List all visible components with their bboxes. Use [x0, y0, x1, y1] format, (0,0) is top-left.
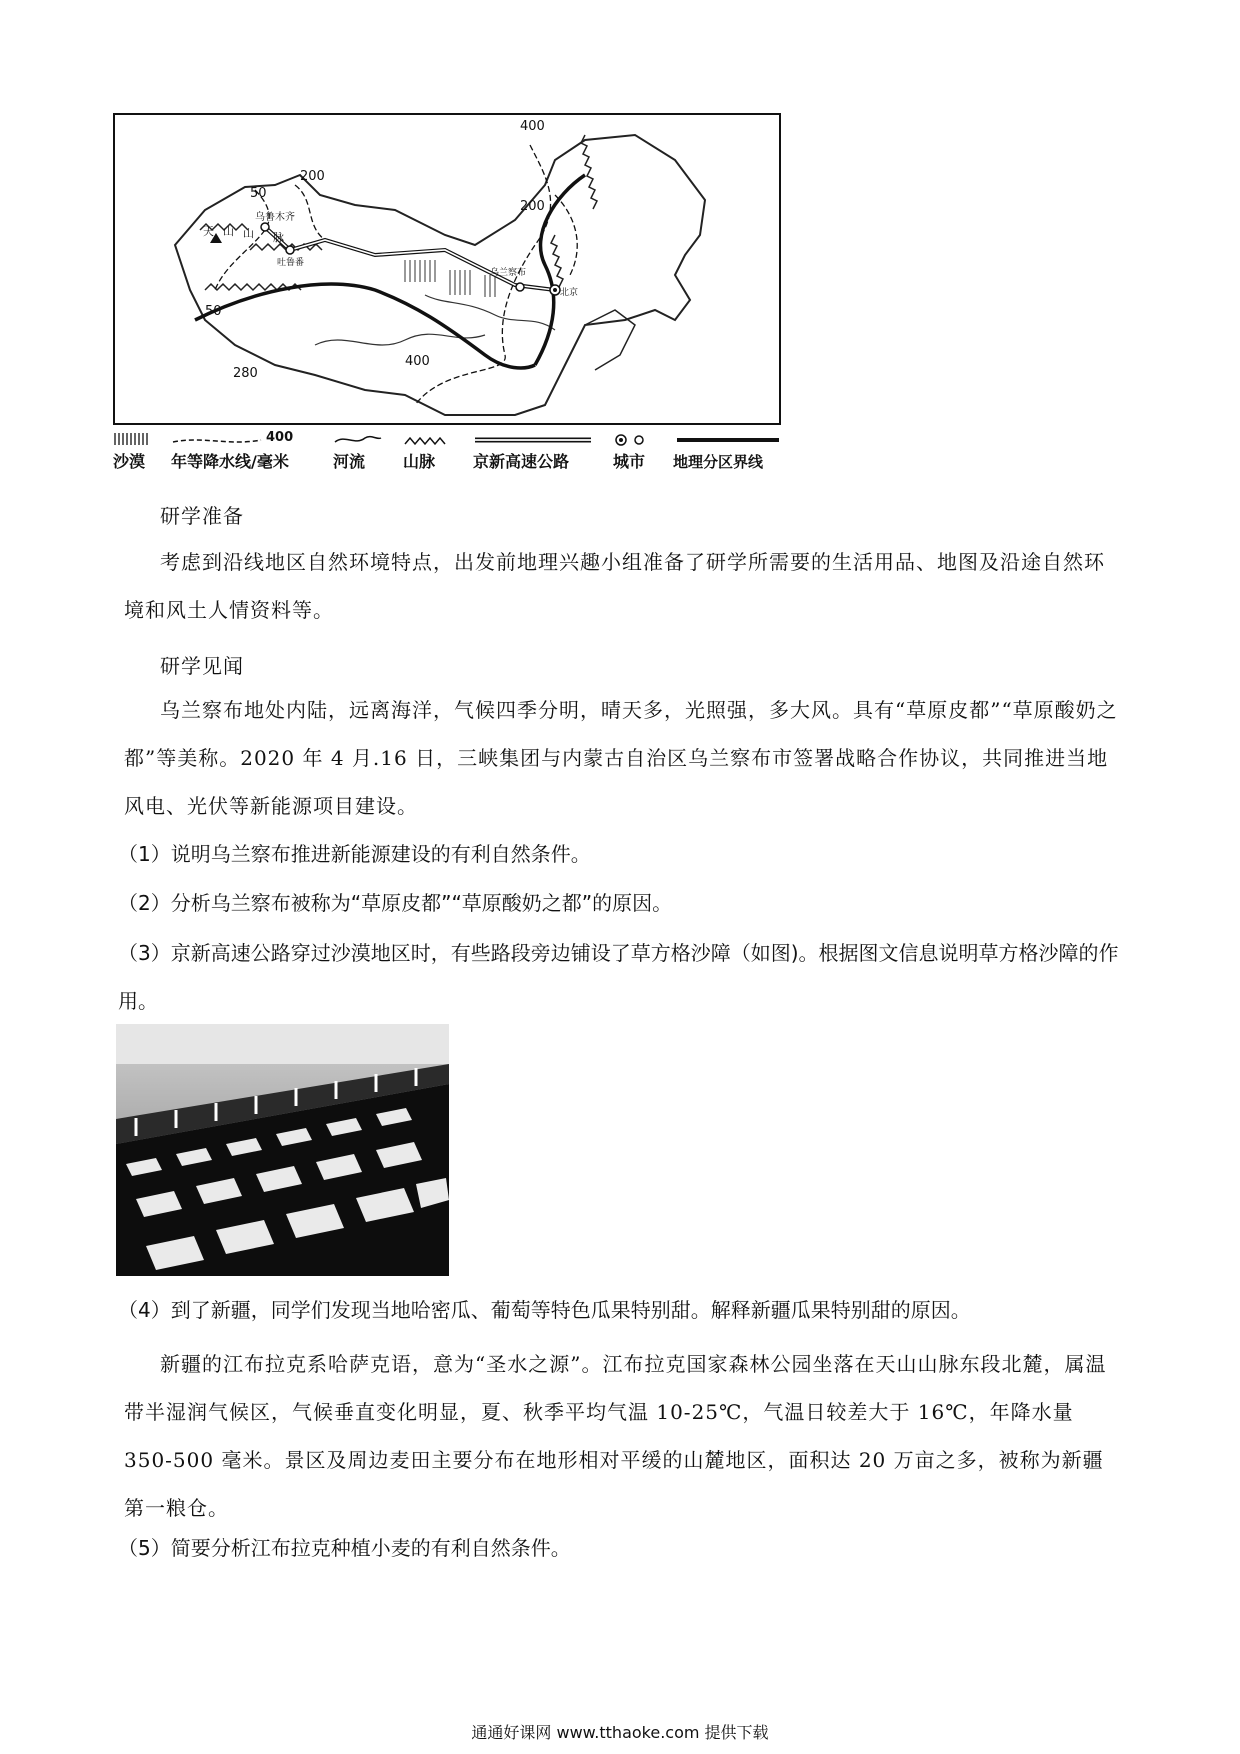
map-canvas	[115, 115, 779, 423]
mountain-label-4: 脉	[273, 231, 284, 244]
legend-boundary	[673, 432, 783, 472]
photo-canvas	[116, 1024, 449, 1276]
river-symbol	[333, 432, 383, 448]
city-label-turpan: 吐鲁番	[277, 258, 305, 268]
city-symbol	[613, 432, 663, 448]
question-1: （1）说明乌兰察布推进新能源建设的有利自然条件。	[118, 842, 591, 866]
isohyet-label-400-top: 400	[520, 119, 545, 134]
route-map	[113, 113, 781, 425]
desert-areas	[405, 260, 495, 297]
question-4: （4）到了新疆，同学们发现当地哈密瓜、葡萄等特色瓜果特别甜。解释新疆瓜果特别甜的原因。	[118, 1298, 971, 1322]
legend-label-river: 河流	[333, 452, 366, 471]
city-label-urumqi: 乌鲁木齐	[255, 212, 295, 223]
legend-isohyet	[171, 432, 321, 472]
see-paragraph: 乌兰察布地处内陆，远离海洋，气候四季分明，晴天多，光照强，多大风。具有“草原皮都”“草原酸奶之都”等美称。2020 年 4 月.16 日，三峡集团与内蒙古自治区乌兰察布市签署战略合作协议，共同推进当地风电、光伏等新能源项目建设。	[124, 698, 1118, 818]
straw-checkerboard-photo	[116, 1024, 449, 1276]
legend-label-boundary: 地理分区界线	[673, 453, 764, 471]
coastline	[585, 310, 635, 370]
boundary-symbol	[673, 432, 783, 448]
legend-desert	[113, 432, 153, 472]
mountain-label-3: 山	[243, 227, 254, 240]
legend-label-isohyet: 年等降水线/毫米	[171, 452, 289, 471]
isohyet-label-200-north: 200	[300, 169, 325, 184]
question-2: （2）分析乌兰察布被称为“草原皮都”“草原酸奶之都”的原因。	[118, 891, 673, 915]
city-label-ulanqab: 乌兰察布	[490, 268, 527, 278]
see-heading: 研学见闻	[160, 654, 244, 678]
legend-mountain	[403, 432, 453, 472]
prep-paragraph: 考虑到沿线地区自然环境特点，出发前地理兴趣小组准备了研学所需要的生活用品、地图及沿途自然环境和风土人情资料等。	[124, 550, 1105, 622]
isohyet-label-50-north: 50	[250, 186, 267, 201]
mountain-label-1: 天	[203, 225, 214, 238]
desert-symbol	[113, 432, 151, 446]
question-3: （3）京新高速公路穿过沙漠地区时，有些路段旁边铺设了草方格沙障（如图)。根据图文信息说明草方格沙障的作用。	[118, 941, 1119, 1013]
expressway-symbol	[473, 432, 593, 448]
legend-expressway	[473, 432, 593, 472]
isohyet-label-200-east: 200	[520, 199, 545, 214]
city-label-beijing: 北京	[560, 288, 579, 298]
mountain-symbol	[403, 432, 453, 448]
legend-label-desert: 沙漠	[113, 452, 146, 471]
legend-label-mountain: 山脉	[403, 452, 436, 471]
prep-heading: 研学准备	[160, 504, 244, 528]
page-footer: 通通好课网 www.tthaoke.com 提供下载	[471, 1723, 769, 1742]
legend-label-city: 城市	[613, 452, 646, 471]
jiangbulake-paragraph: 新疆的江布拉克系哈萨克语，意为“圣水之源”。江布拉克国家森林公园坐落在天山山脉东段北麓，属温带半湿润气候区，气候垂直变化明显，夏、秋季平均气温 10-25℃，气温日较差大于 16℃，年降水量 350-500 毫米。景区及周边麦田主要分布在地形相对平缓的山麓地区，面积达 20 万亩之多，被称为新疆第一粮仓。	[124, 1352, 1107, 1520]
mountain-label-2: 山	[223, 225, 234, 238]
isohyet-symbol	[171, 432, 321, 448]
isohyet-label-400-south: 400	[405, 354, 430, 369]
isohyet-label-50-south: 50	[205, 304, 222, 319]
isohyet-label-280: 280	[233, 366, 258, 381]
question-5: （5）简要分析江布拉克种植小麦的有利自然条件。	[118, 1536, 571, 1560]
legend-isohyet-value: 400	[266, 430, 294, 445]
map-legend	[113, 432, 783, 472]
legend-river	[333, 432, 383, 472]
legend-label-expressway: 京新高速公路	[473, 452, 570, 471]
legend-city	[613, 432, 663, 472]
